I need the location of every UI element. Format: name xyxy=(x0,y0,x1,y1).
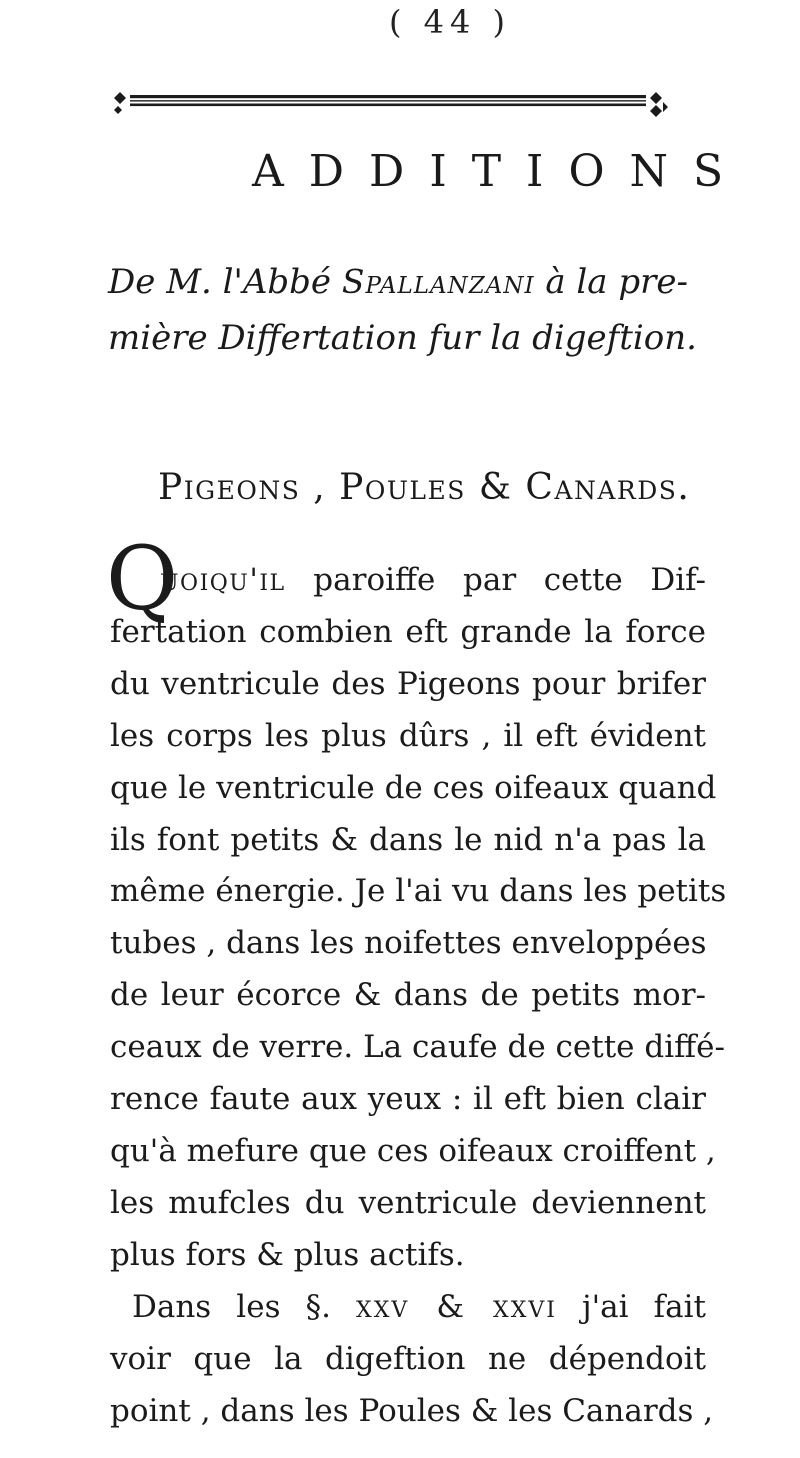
body-text xyxy=(110,555,727,1437)
body-line: fertation combien eft grande la force xyxy=(110,613,706,650)
body-line: tubes , dans les noifettes enveloppées xyxy=(110,925,707,962)
body-line: point , dans les Poules & les Canards , xyxy=(110,1392,714,1429)
section-heading: Pigeons , Poules & Canards. xyxy=(158,467,691,508)
body-line: de leur écorce & dans de petits mor- xyxy=(110,977,706,1014)
subtitle-line-2: mière Differtation fur la digeftion. xyxy=(108,318,697,358)
subtitle-text: à la pre- xyxy=(534,262,688,302)
drop-cap: Q xyxy=(106,527,179,630)
first-line-rest: paroiffe par cette Dif- xyxy=(285,562,706,598)
para2-text: j'ai fait xyxy=(556,1288,706,1325)
section-numbers: xxv & xxvi xyxy=(356,1288,557,1325)
subtitle xyxy=(108,254,708,366)
page-number: ( 44 ) xyxy=(388,3,512,41)
ornamental-rule xyxy=(110,88,670,118)
body-line: que le ventricule de ces oifeaux quand xyxy=(110,769,717,806)
body-line: même énergie. Je l'ai vu dans les petits xyxy=(110,873,727,910)
author-name: Spallanzani xyxy=(341,262,535,301)
first-word: uoiqu'il xyxy=(160,562,286,598)
body-line: rence faute aux yeux : il eft bien clair xyxy=(110,1081,706,1118)
body-line xyxy=(110,555,706,607)
body-line: qu'à mefure que ces oifeaux croiffent , xyxy=(110,1132,716,1169)
body-line: voir que la digeftion ne dépendoit xyxy=(110,1340,706,1377)
para2-text: Dans les §. xyxy=(132,1288,357,1325)
body-line: les corps les plus dûrs , il eft évident xyxy=(110,717,706,754)
subtitle-line-1 xyxy=(108,254,708,310)
body-line: ils font petits & dans le nid n'a pas la xyxy=(110,821,706,858)
body-line: ceaux de verre. La caufe de cette diffé- xyxy=(110,1029,725,1066)
subtitle-text: De M. l'Abbé xyxy=(108,262,342,302)
body-line: plus fors & plus actifs. xyxy=(110,1236,465,1273)
additions-heading: ADDITIONS xyxy=(252,146,749,197)
body-line xyxy=(110,1282,706,1334)
body-line: les mufcles du ventricule deviennent xyxy=(110,1184,706,1221)
body-line: du ventricule des Pigeons pour brifer xyxy=(110,665,706,702)
